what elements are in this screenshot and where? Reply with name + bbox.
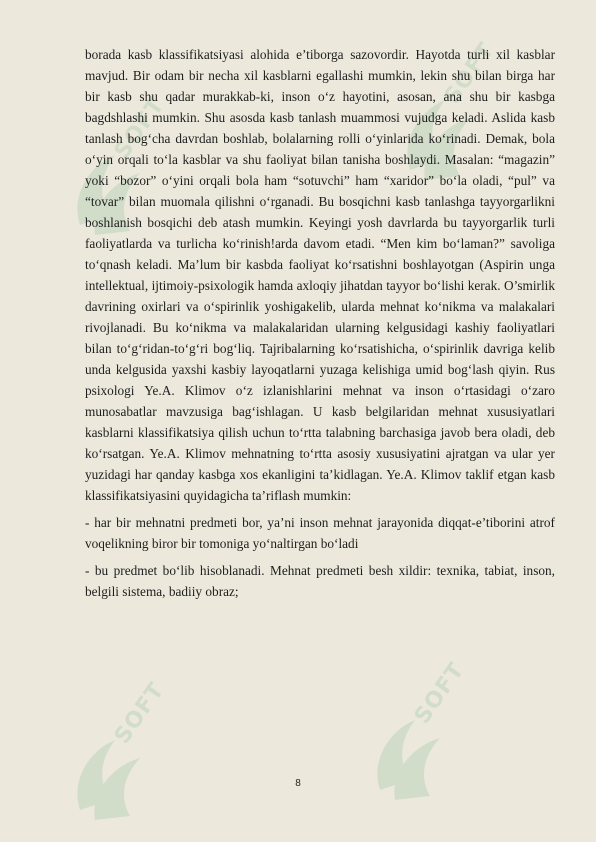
svg-text:SOFT: SOFT [409, 660, 470, 729]
svg-text:SOFT: SOFT [439, 40, 500, 109]
paragraph-list-item: - har bir mehnatni predmeti bor, ya’ni inson mehnat jarayonida diqqat-e’tiborini atrof voqelikning biror bir tomoniga yo‘naltirgan bo‘ladi [85, 515, 555, 551]
svg-text:SOFT: SOFT [109, 680, 170, 749]
body-text [85, 44, 555, 602]
paragraph-list-item: - bu predmet bo‘lib hisoblanadi. Mehnat predmeti besh xildir: texnika, tabiat, inson, belgili sistema, badiiy obraz; [85, 563, 555, 599]
watermark-logo-icon [60, 680, 180, 830]
svg-text:SOFT: SOFT [109, 95, 170, 164]
page-number: 8 [295, 778, 301, 789]
paragraph-main: borada kasb klassifikatsiyasi alohida e’tiborga sazovordir. Hayotda turli xil kasblar mavjud. Bir odam bir necha xil kasblarni egallashi mumkin, lekin shu bilan birga har bir kasb shu qadar murakkab-ki, inson o‘z hayotini, asosan, ana shu bir kasbga bagdshlashi mumkin. Shu asosda kasb tanlash muammosi vujudga keladi. Aslida kasb tanlash bog‘cha davrdan boshlab, bolalarning rolli o‘yinlarida ko‘rinadi. Demak, bola o‘yin orqali to‘la kasblar va shu faoliyat bilan tanisha boshlaydi. Masalan: “magazin” yoki “bozor” o‘yini orqali bola ham “sotuvchi” ham “xaridor” bo‘la oladi, “pul” va “tovar” bilan muomala qilishni o‘rganadi. Bu bosqichni kasb tanlashga tayyorgarlikni boshlanish bosqichi deb atash mumkin. Keyingi yosh davrlarda bu tayyorgarlik turli faoliyatlarda va turlicha ko‘rinish!arda davom etadi. “Men kim bo‘laman?” savoliga to‘qnash keladi. Ma’lum bir kasbda faoliyat ko‘rsatishni boshlayotgan (Aspirin unga intellektual, ijtimoiy-psixologik hamda axloqiy jihatdan tayyor bo‘lishi kerak. O’smirlik davrining oxirlari va o‘spirinlik yoshigakelib, ularda mehnat ko‘nikma va malakalari rivojlanadi. Bu ko‘nikma va malakalaridan ularning kelgusidagi kashiy faoliyatlari bilan to‘g‘ridan-to‘g‘ri bog‘liq. Tajribalarning ko‘rsatishicha, o‘spirinlik davriga kelib unda kelgusida yaxshi kasbiy layoqatlarni yuzaga kelishiga umid bog‘lash qiyin. Rus psixologi Ye.A. Klimov o‘z izlanishlarini mehnat va inson o‘rtasidagi o‘zaro munosabatlar mavzusiga bag‘ishlagan. U kasb belgilaridan mehnat xususiyatlari kasblarni klassifikatsiya qilish uchun to‘rtta talabning barchasiga javob bera oladi, deb ko‘rsatgan. Ye.A. Klimov mehnatning to‘rtta asosiy xususiyatini ajratgan va ular yer yuzidagi har qanday kasbga xos ekanligini ta’kidlagan. Ye.A. Klimov taklif etgan kasb klassifikatsiyasini quyidagicha ta’riflash mumkin: [85, 47, 555, 503]
